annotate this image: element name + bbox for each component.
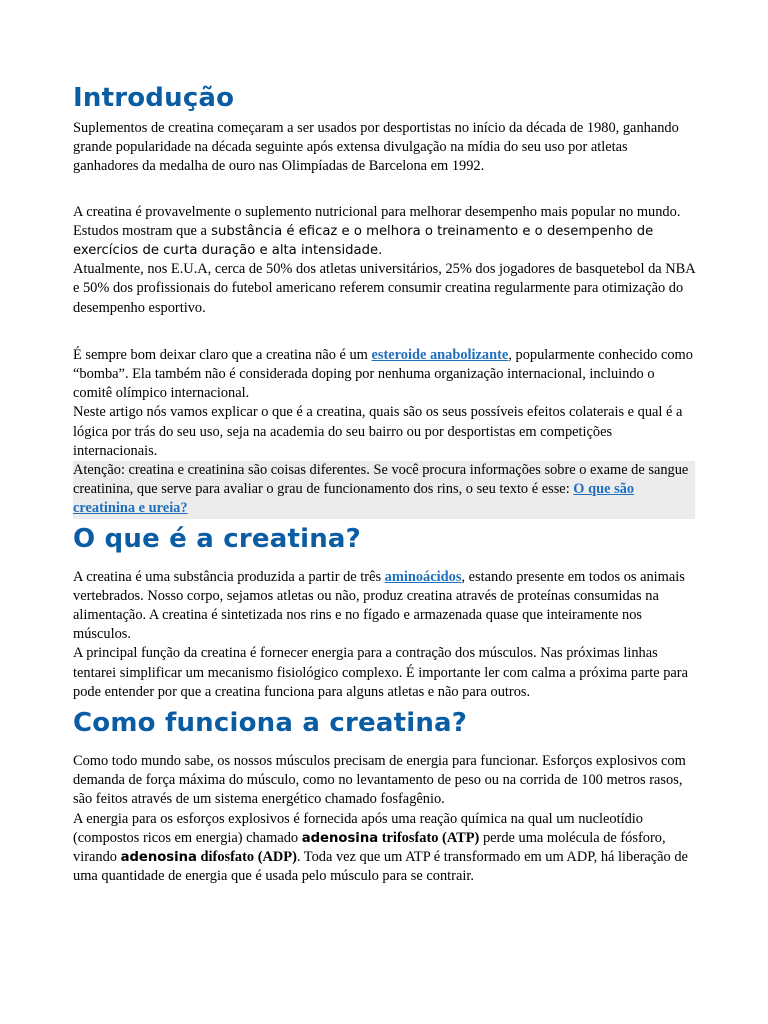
- intro-paragraph-3: [73, 346, 695, 404]
- how-paragraph-2-text: A energia para os esforços explosivos é fornecida após uma reação química na qual um nucleotídio (compostos ricos em energia) chamado: [73, 810, 643, 846]
- intro-paragraph-2: [73, 203, 695, 261]
- what-paragraph-2: A principal função da creatina é fornecer energia para a contração dos músculos. Nas próximas linhas tentarei simplificar um mecanismo fisiológico complexo. É importante ler com calma a próxima parte para pode entender por que a creatina funciona para alguns atletas e não para outros.: [73, 645, 688, 700]
- intro-paragraph-3-text-after: , popularmente conhecido como “bomba”. Ela também não é considerada doping por nenhuma organização internacional, incluindo o comitê olímpico internacional.: [73, 346, 693, 402]
- what-paragraph-1-text: A creatina é uma substância produzida a partir de três: [73, 568, 385, 585]
- intro-paragraph-2-serif: A creatina é provavelmente o suplemento nutricional para melhorar desempenho mais popular no mundo. Estudos mostram que a: [73, 203, 681, 239]
- notice-box: [73, 461, 695, 519]
- heading-o-que-e: O que é a creatina?: [73, 523, 361, 554]
- how-paragraph-2: [73, 810, 695, 887]
- heading-como-funciona: Como funciona a creatina?: [73, 708, 468, 739]
- link-aminoacidos[interactable]: aminoácidos: [384, 568, 462, 585]
- how-paragraph-2-text-mid: perde uma molécula de fósforo, virando: [73, 829, 666, 866]
- intro-paragraph-2-sans: substância é eficaz e o melhora o treinamento e o desempenho de exercícios de curta duração e alta intensidade.: [73, 223, 654, 259]
- intro-paragraph-2b: Atualmente, nos E.U.A, cerca de 50% dos atletas universitários, 25% dos jogadores de basquetebol da NBA e 50% dos profissionais do futebol americano referem consumir creatina regularmente para otimização do desempenho esportivo.: [73, 261, 695, 316]
- term-adenosina-2: adenosina: [120, 850, 197, 866]
- term-adenosina-1: adenosina: [301, 830, 379, 846]
- notice-text: Atenção: creatina e creatinina são coisas diferentes. Se você procura informações sobre o exame de sangue creatinina, que serve para avaliar o grau de funcionamento dos rins, o seu texto é esse:: [73, 462, 689, 498]
- term-difosfato-adp: difosfato (ADP): [196, 849, 297, 866]
- term-trifosfato-atp: trifosfato (ATP): [378, 829, 480, 846]
- what-paragraph-1-text-after: , estando presente em todos os animais vertebrados. Nosso corpo, sejamos atletas ou não, produz creatina através de proteínas consumidas na alimentação. A creatina é sintetizada nos rins e no fígado e armazenada quase que inteiramente nos músculos.: [73, 568, 685, 643]
- what-paragraph-1: [73, 568, 695, 645]
- document-page: [73, 0, 695, 887]
- intro-paragraph-3-text: É sempre bom deixar claro que a creatina não é um: [73, 346, 372, 363]
- link-esteroide-anabolizante[interactable]: esteroide anabolizante: [371, 346, 509, 363]
- link-creatinina-ureia[interactable]: O que são creatinina e ureia?: [73, 481, 635, 517]
- how-paragraph-2-text-end: . Toda vez que um ATP é transformado em um ADP, há liberação de uma quantidade de energia que é usada pelo músculo para se contrair.: [73, 849, 688, 885]
- how-paragraph-1: Como todo mundo sabe, os nossos músculos precisam de energia para funcionar. Esforços explosivos com demanda de força máxima do músculo, como no levantamento de peso ou na corrida de 100 metros rasos, são feitos através de um sistema energético chamado fosfagênio.: [73, 753, 686, 808]
- heading-introducao: Introdução: [73, 83, 235, 113]
- intro-paragraph-1: Suplementos de creatina começaram a ser usados por desportistas no início da década de 1980, ganhando grande popularidade na década seguinte após extensa divulgação na mídia do seu uso por atletas ganhadores da medalha de ouro nas Olimpíadas de Barcelona em 1992.: [73, 120, 679, 175]
- intro-paragraph-3b: Neste artigo nós vamos explicar o que é a creatina, quais são os seus possíveis efeitos colaterais e qual é a lógica por trás do seu uso, seja na academia do seu bairro ou por desportistas em competições internacionais.: [73, 404, 683, 459]
